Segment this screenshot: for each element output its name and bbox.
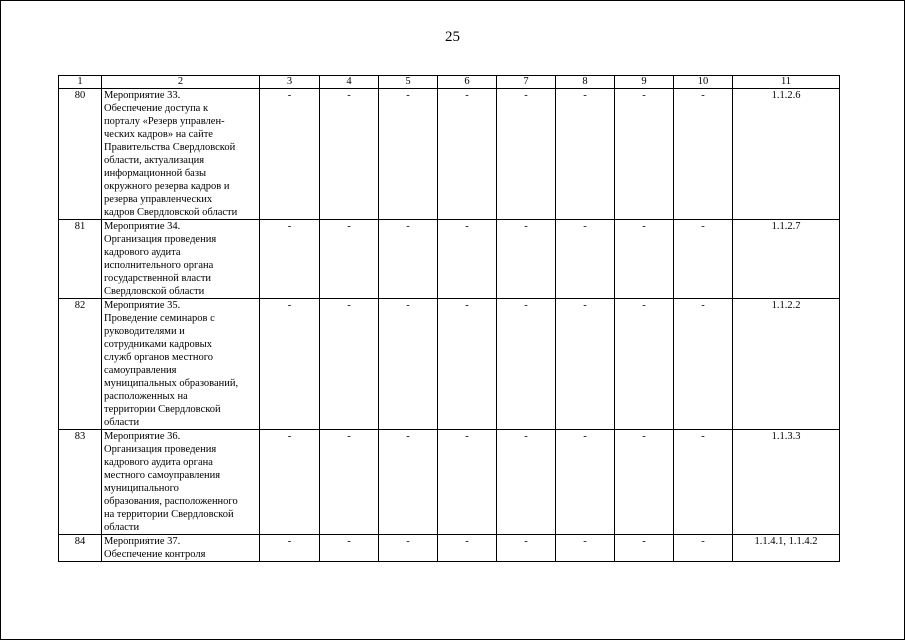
description-line: Обеспечение доступа к xyxy=(104,103,209,114)
value-cell: - xyxy=(260,220,320,299)
description-line: порталу «Резерв управлен- xyxy=(104,116,225,127)
value-cell: - xyxy=(674,299,733,430)
description-line: Мероприятие 35. xyxy=(104,300,181,311)
target-code: 1.1.2.7 xyxy=(733,220,840,299)
value-cell: - xyxy=(615,220,674,299)
description-line: Организация проведения xyxy=(104,444,217,455)
value-cell: - xyxy=(497,430,556,535)
value-cell: - xyxy=(379,430,438,535)
description-line: Проведение семинаров с xyxy=(104,313,215,324)
value-cell: - xyxy=(379,535,438,562)
description-line: окружного резерва кадров и xyxy=(104,181,230,192)
description-line: сотрудниками кадровых xyxy=(104,339,212,350)
column-header-8: 8 xyxy=(556,76,615,89)
value-cell: - xyxy=(615,299,674,430)
value-cell: - xyxy=(438,220,497,299)
event-description xyxy=(102,220,260,299)
event-description xyxy=(102,89,260,220)
value-cell: - xyxy=(438,89,497,220)
value-cell: - xyxy=(615,430,674,535)
description-line: Организация проведения xyxy=(104,234,217,245)
value-cell: - xyxy=(320,299,379,430)
description-line: области, актуализация xyxy=(104,155,205,166)
row-number: 81 xyxy=(59,220,102,299)
value-cell: - xyxy=(320,535,379,562)
description-line: расположенных на xyxy=(104,391,188,402)
value-cell: - xyxy=(260,89,320,220)
target-code: 1.1.3.3 xyxy=(733,430,840,535)
header-row xyxy=(59,76,840,89)
value-cell: - xyxy=(556,430,615,535)
column-header-11: 11 xyxy=(733,76,840,89)
events-table xyxy=(58,75,840,562)
description-line: Правительства Свердловской xyxy=(104,142,236,153)
description-line: кадрового аудита органа xyxy=(104,457,213,468)
value-cell: - xyxy=(379,220,438,299)
value-cell: - xyxy=(556,89,615,220)
row-number: 80 xyxy=(59,89,102,220)
value-cell: - xyxy=(497,89,556,220)
row-number: 84 xyxy=(59,535,102,562)
column-header-6: 6 xyxy=(438,76,497,89)
value-cell: - xyxy=(497,299,556,430)
value-cell: - xyxy=(497,535,556,562)
table-row xyxy=(59,299,840,430)
target-code: 1.1.2.2 xyxy=(733,299,840,430)
value-cell: - xyxy=(438,535,497,562)
table-row xyxy=(59,535,840,562)
value-cell: - xyxy=(379,299,438,430)
column-header-4: 4 xyxy=(320,76,379,89)
table-row xyxy=(59,89,840,220)
description-line: руководителями и xyxy=(104,326,185,337)
column-header-5: 5 xyxy=(379,76,438,89)
table-body xyxy=(59,89,840,562)
page-number: 25 xyxy=(445,29,460,45)
description-line: государственной власти xyxy=(104,273,212,284)
row-number: 83 xyxy=(59,430,102,535)
value-cell: - xyxy=(674,535,733,562)
value-cell: - xyxy=(556,220,615,299)
event-description xyxy=(102,430,260,535)
description-line: резерва управленческих xyxy=(104,194,213,205)
value-cell: - xyxy=(497,220,556,299)
description-line: местного самоуправления xyxy=(104,470,221,481)
description-line: исполнительного органа xyxy=(104,260,214,271)
table-row xyxy=(59,220,840,299)
table-row xyxy=(59,430,840,535)
description-line: Мероприятие 33. xyxy=(104,90,181,101)
value-cell: - xyxy=(556,535,615,562)
target-code: 1.1.4.1, 1.1.4.2 xyxy=(733,535,840,562)
value-cell: - xyxy=(615,89,674,220)
column-header-10: 10 xyxy=(674,76,733,89)
value-cell: - xyxy=(556,299,615,430)
value-cell: - xyxy=(260,299,320,430)
value-cell: - xyxy=(320,220,379,299)
value-cell: - xyxy=(674,430,733,535)
description-line: Мероприятие 37. xyxy=(104,536,181,547)
description-line: муниципального xyxy=(104,483,179,494)
column-header-2: 2 xyxy=(102,76,260,89)
description-line: кадрового аудита xyxy=(104,247,181,258)
description-line: самоуправления xyxy=(104,365,177,376)
value-cell: - xyxy=(260,430,320,535)
description-line: информационной базы xyxy=(104,168,207,179)
value-cell: - xyxy=(438,299,497,430)
value-cell: - xyxy=(320,89,379,220)
value-cell: - xyxy=(674,89,733,220)
description-line: Свердловской области xyxy=(104,286,205,297)
column-header-9: 9 xyxy=(615,76,674,89)
description-line: кадров Свердловской области xyxy=(104,207,238,218)
value-cell: - xyxy=(379,89,438,220)
column-header-3: 3 xyxy=(260,76,320,89)
description-line: области xyxy=(104,522,140,533)
description-line: на территории Свердловской xyxy=(104,509,234,520)
description-line: муниципальных образований, xyxy=(104,378,239,389)
description-line: служб органов местного xyxy=(104,352,213,363)
description-line: ческих кадров» на сайте xyxy=(104,129,213,140)
description-line: Мероприятие 34. xyxy=(104,221,181,232)
description-line: территории Свердловской xyxy=(104,404,221,415)
description-line: Мероприятие 36. xyxy=(104,431,181,442)
description-line: области xyxy=(104,417,140,428)
row-number: 82 xyxy=(59,299,102,430)
target-code: 1.1.2.6 xyxy=(733,89,840,220)
value-cell: - xyxy=(320,430,379,535)
value-cell: - xyxy=(438,430,497,535)
description-line: образования, расположенного xyxy=(104,496,238,507)
description-line: Обеспечение контроля xyxy=(104,549,206,560)
value-cell: - xyxy=(260,535,320,562)
column-header-1: 1 xyxy=(59,76,102,89)
event-description xyxy=(102,299,260,430)
value-cell: - xyxy=(674,220,733,299)
event-description xyxy=(102,535,260,562)
column-header-7: 7 xyxy=(497,76,556,89)
value-cell: - xyxy=(615,535,674,562)
